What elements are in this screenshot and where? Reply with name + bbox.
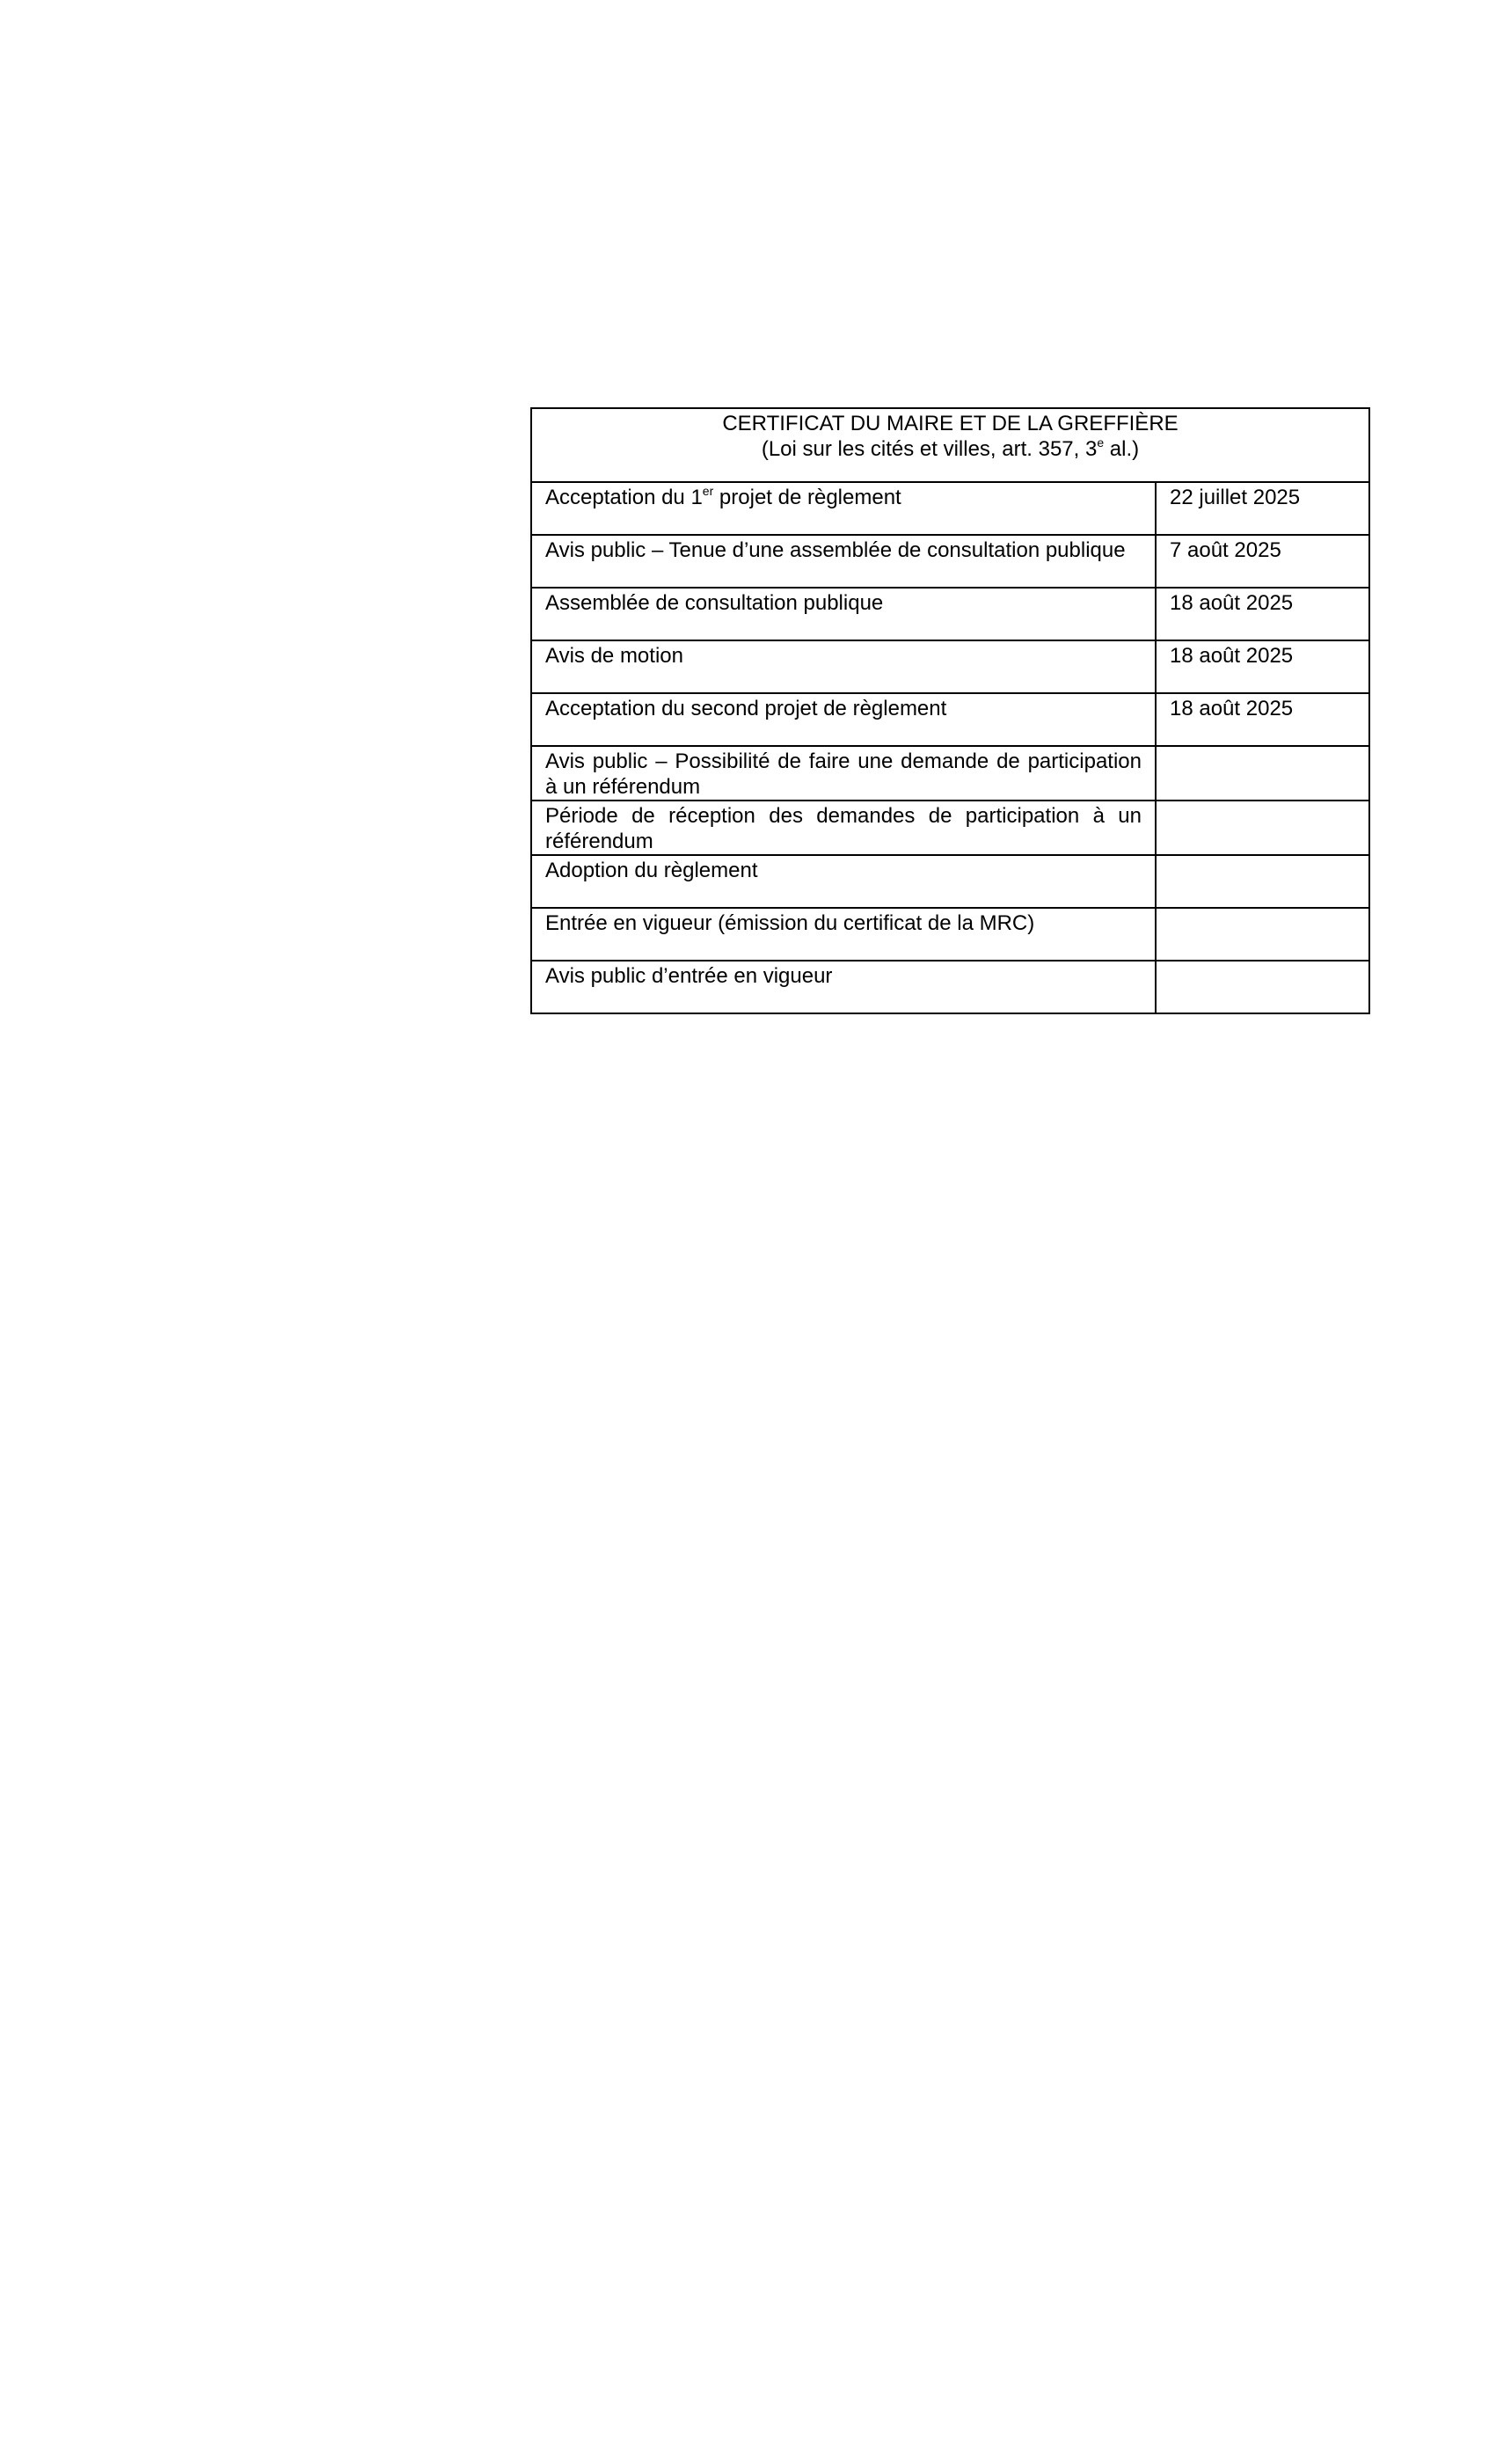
step-cell: Acceptation du 1er projet de règlement	[531, 482, 1156, 535]
table-row	[531, 961, 1369, 1013]
table-row	[531, 482, 1369, 535]
table-header-row	[531, 408, 1369, 482]
table-header	[531, 408, 1369, 482]
date-cell	[1156, 746, 1369, 801]
table-row	[531, 693, 1369, 746]
date-cell	[1156, 855, 1369, 908]
date-cell	[1156, 961, 1369, 1013]
certificate-title: CERTIFICAT DU MAIRE ET DE LA GREFFIÈRE	[722, 412, 1179, 435]
step-cell: Entrée en vigueur (émission du certificat de la MRC)	[531, 908, 1156, 961]
date-cell: 18 août 2025	[1156, 588, 1369, 640]
date-cell	[1156, 908, 1369, 961]
table-row	[531, 855, 1369, 908]
step-cell: Adoption du règlement	[531, 855, 1156, 908]
step-cell: Avis public d’entrée en vigueur	[531, 961, 1156, 1013]
table-row	[531, 801, 1369, 855]
step-cell: Assemblée de consultation publique	[531, 588, 1156, 640]
table-row	[531, 588, 1369, 640]
certificate-subtitle: (Loi sur les cités et villes, art. 357, 3e al.)	[761, 435, 1140, 461]
step-cell: Acceptation du second projet de règlement	[531, 693, 1156, 746]
table-row	[531, 908, 1369, 961]
date-cell: 22 juillet 2025	[1156, 482, 1369, 535]
certificate-table	[530, 407, 1370, 1014]
step-cell: Avis de motion	[531, 640, 1156, 693]
date-cell: 7 août 2025	[1156, 535, 1369, 588]
table-row	[531, 640, 1369, 693]
table-row	[531, 535, 1369, 588]
step-cell: Avis public – Tenue d’une assemblée de consultation publique	[531, 535, 1156, 588]
date-cell: 18 août 2025	[1156, 693, 1369, 746]
date-cell: 18 août 2025	[1156, 640, 1369, 693]
step-cell: Avis public – Possibilité de faire une demande de participation à un référendum	[531, 746, 1156, 801]
step-cell: Période de réception des demandes de participation à un référendum	[531, 801, 1156, 855]
date-cell	[1156, 801, 1369, 855]
table-row	[531, 746, 1369, 801]
